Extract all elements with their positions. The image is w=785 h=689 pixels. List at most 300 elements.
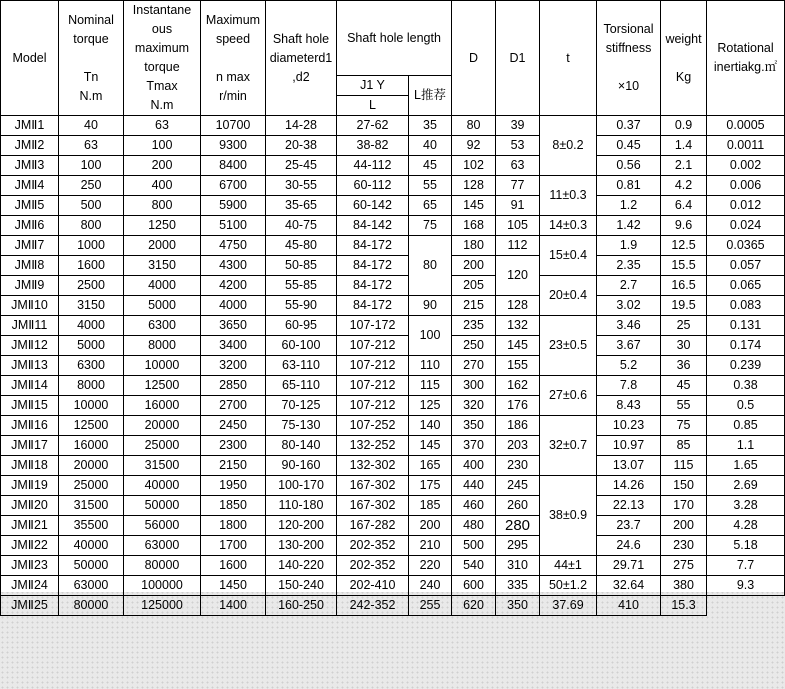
cell-D1: 128: [496, 296, 540, 316]
cell-shaft-diameter: 130-200: [266, 536, 337, 556]
cell-torsional-stiffness: 32.64: [597, 576, 661, 596]
cell-shaft-diameter: 140-220: [266, 556, 337, 576]
cell-instant-torque: 100000: [124, 576, 201, 596]
cell-torsional-stiffness: 1.2: [597, 196, 661, 216]
cell-nominal-torque: 5000: [59, 336, 124, 356]
cell-instant-torque: 20000: [124, 416, 201, 436]
cell-shaft-diameter: 65-110: [266, 376, 337, 396]
cell-shaft-diameter: 63-110: [266, 356, 337, 376]
cell-t: 32±0.7: [540, 416, 597, 476]
table-row: [1, 136, 785, 156]
cell-nominal-torque: 63000: [59, 576, 124, 596]
cell-weight: 15.5: [661, 256, 707, 276]
cell-l-recommended: 125: [409, 396, 452, 416]
cell-max-speed: 4750: [201, 236, 266, 256]
cell-torsional-stiffness: 3.46: [597, 316, 661, 336]
table-row: [1, 336, 785, 356]
cell-max-speed: 6700: [201, 176, 266, 196]
cell-shaft-diameter: 80-140: [266, 436, 337, 456]
cell-instant-torque: 16000: [124, 396, 201, 416]
col-nominal-torque: Nominal torque Tn N.m: [59, 1, 124, 116]
cell-instant-torque: 400: [124, 176, 201, 196]
table-row: [1, 316, 785, 336]
cell-t: 14±0.3: [540, 216, 597, 236]
cell-torsional-stiffness: 7.8: [597, 376, 661, 396]
col-l-recommended: L推荐: [409, 76, 452, 116]
table-row: [1, 196, 785, 216]
cell-max-speed: 2700: [201, 396, 266, 416]
cell-shaft-diameter: 110-180: [266, 496, 337, 516]
cell-nominal-torque: 40: [59, 116, 124, 136]
cell-l-recommended: 240: [409, 576, 452, 596]
cell-shaft-diameter: 30-55: [266, 176, 337, 196]
cell-l-recommended: 90: [409, 296, 452, 316]
cell-l-recommended: 200: [409, 516, 452, 536]
cell-nominal-torque: 4000: [59, 316, 124, 336]
cell-shaft-diameter: 55-85: [266, 276, 337, 296]
cell-l-recommended: 115: [409, 376, 452, 396]
cell-rotational-inertia: 0.083: [707, 296, 785, 316]
cell-model: JMⅡ14: [1, 376, 59, 396]
cell-max-speed: 4000: [201, 296, 266, 316]
cell-model: JMⅡ13: [1, 356, 59, 376]
cell-torsional-stiffness: 1.9: [597, 236, 661, 256]
cell-instant-torque: 6300: [124, 316, 201, 336]
cell-torsional-stiffness: 1.42: [597, 216, 661, 236]
cell-l-recommended: 145: [409, 436, 452, 456]
cell-shaft-length: 38-82: [337, 136, 409, 156]
cell-shaft-length: 202-352: [337, 556, 409, 576]
cell-max-speed: 2450: [201, 416, 266, 436]
cell-instant-torque: 800: [124, 196, 201, 216]
cell-D1: 245: [496, 476, 540, 496]
cell-D1: 105: [496, 216, 540, 236]
cell-rotational-inertia: 0.065: [707, 276, 785, 296]
cell-torsional-stiffness: 13.07: [597, 456, 661, 476]
cell-t: 11±0.3: [540, 176, 597, 216]
cell-weight: 230: [661, 536, 707, 556]
col-shaft-length: Shaft hole length: [337, 1, 452, 76]
cell-torsional-stiffness: 14.26: [597, 476, 661, 496]
cell-nominal-torque: 1000: [59, 236, 124, 256]
cell-instant-torque: 1250: [124, 216, 201, 236]
cell-D1: 39: [496, 116, 540, 136]
cell-max-speed: 2850: [201, 376, 266, 396]
cell-rotational-inertia: 0.85: [707, 416, 785, 436]
cell-nominal-torque: 6300: [59, 356, 124, 376]
cell-nominal-torque: 2500: [59, 276, 124, 296]
cell-D: 370: [452, 436, 496, 456]
cell-D: 80: [452, 116, 496, 136]
cell-D: 440: [452, 476, 496, 496]
cell-D: 500: [452, 536, 496, 556]
cell-shaft-length: 107-212: [337, 396, 409, 416]
cell-D: 620: [452, 596, 496, 616]
cell-instant-torque: 63: [124, 116, 201, 136]
col-shaft-diameter: Shaft hole diameterd1 ,d2: [266, 1, 337, 116]
col-D: D: [452, 1, 496, 116]
cell-model: JMⅡ23: [1, 556, 59, 576]
cell-model: JMⅡ2: [1, 136, 59, 156]
cell-nominal-torque: 25000: [59, 476, 124, 496]
cell-l-recommended: 255: [409, 596, 452, 616]
cell-model: JMⅡ24: [1, 576, 59, 596]
col-t: t: [540, 1, 597, 116]
cell-instant-torque: 8000: [124, 336, 201, 356]
cell-rotational-inertia: 0.002: [707, 156, 785, 176]
cell-weight: 4.2: [661, 176, 707, 196]
cell-shaft-length: 132-252: [337, 436, 409, 456]
cell-shaft-length: 107-212: [337, 336, 409, 356]
cell-weight: 2.1: [661, 156, 707, 176]
cell-torsional-stiffness: 23.7: [597, 516, 661, 536]
cell-instant-torque: 31500: [124, 456, 201, 476]
cell-rotational-inertia: 15.3: [661, 596, 707, 616]
cell-weight: 170: [661, 496, 707, 516]
table-row: [1, 456, 785, 476]
cell-rotational-inertia: 0.024: [707, 216, 785, 236]
cell-model: JMⅡ25: [1, 596, 59, 616]
cell-weight: 9.6: [661, 216, 707, 236]
cell-torsional-stiffness: 10.97: [597, 436, 661, 456]
cell-instant-torque: 40000: [124, 476, 201, 496]
cell-weight: 0.9: [661, 116, 707, 136]
cell-shaft-length: 84-172: [337, 276, 409, 296]
cell-l-recommended: 220: [409, 556, 452, 576]
cell-shaft-length: 84-172: [337, 296, 409, 316]
cell-shaft-diameter: 35-65: [266, 196, 337, 216]
cell-torsional-stiffness: 3.02: [597, 296, 661, 316]
cell-D1: 295: [496, 536, 540, 556]
cell-instant-torque: 3150: [124, 256, 201, 276]
cell-D: 320: [452, 396, 496, 416]
cell-D: 540: [452, 556, 496, 576]
cell-weight: 36: [661, 356, 707, 376]
cell-D1: 230: [496, 456, 540, 476]
cell-shaft-length: 107-212: [337, 356, 409, 376]
cell-rotational-inertia: 0.057: [707, 256, 785, 276]
cell-shaft-length: 84-172: [337, 256, 409, 276]
cell-t: 27±0.6: [540, 376, 597, 416]
cell-weight: 275: [661, 556, 707, 576]
cell-max-speed: 2150: [201, 456, 266, 476]
table-row: [1, 376, 785, 396]
table-row: [1, 236, 785, 256]
table-row: [1, 396, 785, 416]
cell-D1: 120: [496, 256, 540, 296]
cell-rotational-inertia: 4.28: [707, 516, 785, 536]
cell-weight: 380: [661, 576, 707, 596]
cell-rotational-inertia: 7.7: [707, 556, 785, 576]
cell-instant-torque: 25000: [124, 436, 201, 456]
cell-torsional-stiffness: 5.2: [597, 356, 661, 376]
cell-rotational-inertia: 0.131: [707, 316, 785, 336]
table-row: [1, 156, 785, 176]
cell-l-recommended: 185: [409, 496, 452, 516]
cell-D1: 310: [496, 556, 540, 576]
cell-nominal-torque: 1600: [59, 256, 124, 276]
cell-shaft-diameter: 60-95: [266, 316, 337, 336]
cell-D: 460: [452, 496, 496, 516]
cell-weight: 200: [661, 516, 707, 536]
cell-nominal-torque: 20000: [59, 456, 124, 476]
cell-rotational-inertia: 3.28: [707, 496, 785, 516]
cell-weight: 1.4: [661, 136, 707, 156]
cell-shaft-length: 84-172: [337, 236, 409, 256]
cell-max-speed: 1800: [201, 516, 266, 536]
cell-l-recommended: 175: [409, 476, 452, 496]
cell-D: 168: [452, 216, 496, 236]
cell-D1: 132: [496, 316, 540, 336]
cell-l-recommended: 110: [409, 356, 452, 376]
cell-max-speed: 1950: [201, 476, 266, 496]
cell-l-recommended: 55: [409, 176, 452, 196]
cell-D1: 145: [496, 336, 540, 356]
cell-nominal-torque: 35500: [59, 516, 124, 536]
cell-rotational-inertia: 0.5: [707, 396, 785, 416]
cell-l-recommended: 80: [409, 236, 452, 296]
cell-torsional-stiffness: 3.67: [597, 336, 661, 356]
cell-rotational-inertia: 1.65: [707, 456, 785, 476]
cell-max-speed: 1400: [201, 596, 266, 616]
cell-weight: 115: [661, 456, 707, 476]
table-row: [1, 256, 785, 276]
cell-l-recommended: 40: [409, 136, 452, 156]
cell-l-recommended: 140: [409, 416, 452, 436]
cell-t: 44±1: [540, 556, 597, 576]
cell-torsional-stiffness: 0.37: [597, 116, 661, 136]
cell-model: JMⅡ20: [1, 496, 59, 516]
cell-model: JMⅡ18: [1, 456, 59, 476]
cell-D1: 335: [496, 576, 540, 596]
cell-model: JMⅡ21: [1, 516, 59, 536]
cell-shaft-length: 44-112: [337, 156, 409, 176]
table-row: [1, 436, 785, 456]
cell-instant-torque: 5000: [124, 296, 201, 316]
cell-D: 235: [452, 316, 496, 336]
table-body: [1, 116, 785, 616]
cell-nominal-torque: 100: [59, 156, 124, 176]
cell-shaft-length: 242-352: [337, 596, 409, 616]
cell-shaft-diameter: 20-38: [266, 136, 337, 156]
cell-instant-torque: 2000: [124, 236, 201, 256]
table-row: [1, 356, 785, 376]
cell-rotational-inertia: 9.3: [707, 576, 785, 596]
cell-D: 480: [452, 516, 496, 536]
cell-torsional-stiffness: 10.23: [597, 416, 661, 436]
cell-shaft-diameter: 100-170: [266, 476, 337, 496]
cell-weight: 410: [597, 596, 661, 616]
cell-D1: 186: [496, 416, 540, 436]
cell-shaft-length: 167-302: [337, 496, 409, 516]
cell-shaft-length: 167-302: [337, 476, 409, 496]
cell-weight: 19.5: [661, 296, 707, 316]
cell-max-speed: 3400: [201, 336, 266, 356]
cell-shaft-length: 202-352: [337, 536, 409, 556]
cell-l-recommended: 100: [409, 316, 452, 356]
cell-torsional-stiffness: 0.56: [597, 156, 661, 176]
cell-model: JMⅡ4: [1, 176, 59, 196]
cell-instant-torque: 63000: [124, 536, 201, 556]
cell-max-speed: 1700: [201, 536, 266, 556]
cell-nominal-torque: 12500: [59, 416, 124, 436]
table-row: [1, 516, 785, 536]
cell-max-speed: 4300: [201, 256, 266, 276]
cell-model: JMⅡ19: [1, 476, 59, 496]
cell-nominal-torque: 40000: [59, 536, 124, 556]
cell-instant-torque: 10000: [124, 356, 201, 376]
col-torsional-stiffness: Torsional stiffness ×10: [597, 1, 661, 116]
cell-torsional-stiffness: 2.7: [597, 276, 661, 296]
col-j1y: J1 Y: [337, 76, 409, 96]
cell-torsional-stiffness: 8.43: [597, 396, 661, 416]
cell-max-speed: 3650: [201, 316, 266, 336]
cell-nominal-torque: 31500: [59, 496, 124, 516]
cell-max-speed: 1850: [201, 496, 266, 516]
cell-rotational-inertia: 1.1: [707, 436, 785, 456]
cell-torsional-stiffness: 24.6: [597, 536, 661, 556]
cell-shaft-length: 107-252: [337, 416, 409, 436]
cell-D: 92: [452, 136, 496, 156]
cell-instant-torque: 50000: [124, 496, 201, 516]
cell-shaft-length: 60-142: [337, 196, 409, 216]
cell-D: 215: [452, 296, 496, 316]
cell-D: 102: [452, 156, 496, 176]
cell-t: 23±0.5: [540, 316, 597, 376]
cell-t: 20±0.4: [540, 276, 597, 316]
cell-torsional-stiffness: 0.45: [597, 136, 661, 156]
cell-D: 205: [452, 276, 496, 296]
table-row: [1, 476, 785, 496]
cell-l-recommended: 75: [409, 216, 452, 236]
cell-model: JMⅡ3: [1, 156, 59, 176]
cell-nominal-torque: 500: [59, 196, 124, 216]
cell-rotational-inertia: 0.239: [707, 356, 785, 376]
cell-torsional-stiffness: 22.13: [597, 496, 661, 516]
cell-shaft-length: 27-62: [337, 116, 409, 136]
cell-D1: 63: [496, 156, 540, 176]
cell-model: JMⅡ5: [1, 196, 59, 216]
cell-model: JMⅡ17: [1, 436, 59, 456]
cell-model: JMⅡ7: [1, 236, 59, 256]
cell-nominal-torque: 800: [59, 216, 124, 236]
cell-shaft-length: 84-142: [337, 216, 409, 236]
cell-shaft-diameter: 55-90: [266, 296, 337, 316]
cell-model: JMⅡ8: [1, 256, 59, 276]
cell-D: 250: [452, 336, 496, 356]
cell-shaft-diameter: 90-160: [266, 456, 337, 476]
col-instant-max-torque: Instantane ous maximum torque Tmax N.m: [124, 1, 201, 116]
cell-max-speed: 10700: [201, 116, 266, 136]
cell-weight: 12.5: [661, 236, 707, 256]
cell-weight: 6.4: [661, 196, 707, 216]
table-row: [1, 176, 785, 196]
cell-rotational-inertia: 0.012: [707, 196, 785, 216]
cell-D1: 155: [496, 356, 540, 376]
cell-shaft-diameter: 50-85: [266, 256, 337, 276]
cell-D: 350: [452, 416, 496, 436]
cell-rotational-inertia: 5.18: [707, 536, 785, 556]
cell-shaft-diameter: 150-240: [266, 576, 337, 596]
cell-D: 300: [452, 376, 496, 396]
cell-shaft-diameter: 75-130: [266, 416, 337, 436]
cell-instant-torque: 100: [124, 136, 201, 156]
cell-model: JMⅡ10: [1, 296, 59, 316]
cell-weight: 45: [661, 376, 707, 396]
cell-weight: 25: [661, 316, 707, 336]
cell-D1: 77: [496, 176, 540, 196]
cell-D1: 260: [496, 496, 540, 516]
table-row: [1, 556, 785, 576]
cell-l-recommended: 210: [409, 536, 452, 556]
cell-torsional-stiffness: 37.69: [540, 596, 597, 616]
cell-shaft-length: 107-212: [337, 376, 409, 396]
cell-shaft-diameter: 160-250: [266, 596, 337, 616]
cell-nominal-torque: 3150: [59, 296, 124, 316]
cell-t: 15±0.4: [540, 236, 597, 276]
cell-model: JMⅡ9: [1, 276, 59, 296]
cell-model: JMⅡ15: [1, 396, 59, 416]
cell-D: 145: [452, 196, 496, 216]
cell-shaft-length: 107-172: [337, 316, 409, 336]
cell-shaft-diameter: 14-28: [266, 116, 337, 136]
cell-weight: 150: [661, 476, 707, 496]
cell-nominal-torque: 10000: [59, 396, 124, 416]
cell-l-recommended: 65: [409, 196, 452, 216]
cell-l-recommended: 35: [409, 116, 452, 136]
cell-weight: 55: [661, 396, 707, 416]
cell-shaft-diameter: 45-80: [266, 236, 337, 256]
cell-D: 270: [452, 356, 496, 376]
cell-rotational-inertia: 0.0005: [707, 116, 785, 136]
table-row: [1, 216, 785, 236]
cell-D: 200: [452, 256, 496, 276]
table-row: [1, 596, 785, 616]
cell-model: JMⅡ16: [1, 416, 59, 436]
col-l: L: [337, 96, 409, 116]
cell-max-speed: 1450: [201, 576, 266, 596]
cell-rotational-inertia: 0.0011: [707, 136, 785, 156]
cell-max-speed: 3200: [201, 356, 266, 376]
cell-weight: 16.5: [661, 276, 707, 296]
cell-nominal-torque: 80000: [59, 596, 124, 616]
cell-shaft-diameter: 120-200: [266, 516, 337, 536]
cell-D1: 176: [496, 396, 540, 416]
cell-nominal-torque: 16000: [59, 436, 124, 456]
cell-t: 38±0.9: [540, 476, 597, 556]
table-row: [1, 416, 785, 436]
cell-D: 180: [452, 236, 496, 256]
cell-weight: 85: [661, 436, 707, 456]
cell-model: JMⅡ12: [1, 336, 59, 356]
cell-max-speed: 1600: [201, 556, 266, 576]
cell-D1: 112: [496, 236, 540, 256]
cell-model: JMⅡ22: [1, 536, 59, 556]
cell-instant-torque: 200: [124, 156, 201, 176]
table-row: [1, 576, 785, 596]
cell-D1: 53: [496, 136, 540, 156]
cell-model: JMⅡ1: [1, 116, 59, 136]
cell-t: 8±0.2: [540, 116, 597, 176]
cell-instant-torque: 4000: [124, 276, 201, 296]
col-weight: weight Kg: [661, 1, 707, 116]
cell-D1: 162: [496, 376, 540, 396]
col-rotational-inertia: Rotational inertiakg.㎡: [707, 1, 785, 116]
cell-nominal-torque: 50000: [59, 556, 124, 576]
cell-weight: 75: [661, 416, 707, 436]
cell-shaft-diameter: 25-45: [266, 156, 337, 176]
table-row: [1, 496, 785, 516]
